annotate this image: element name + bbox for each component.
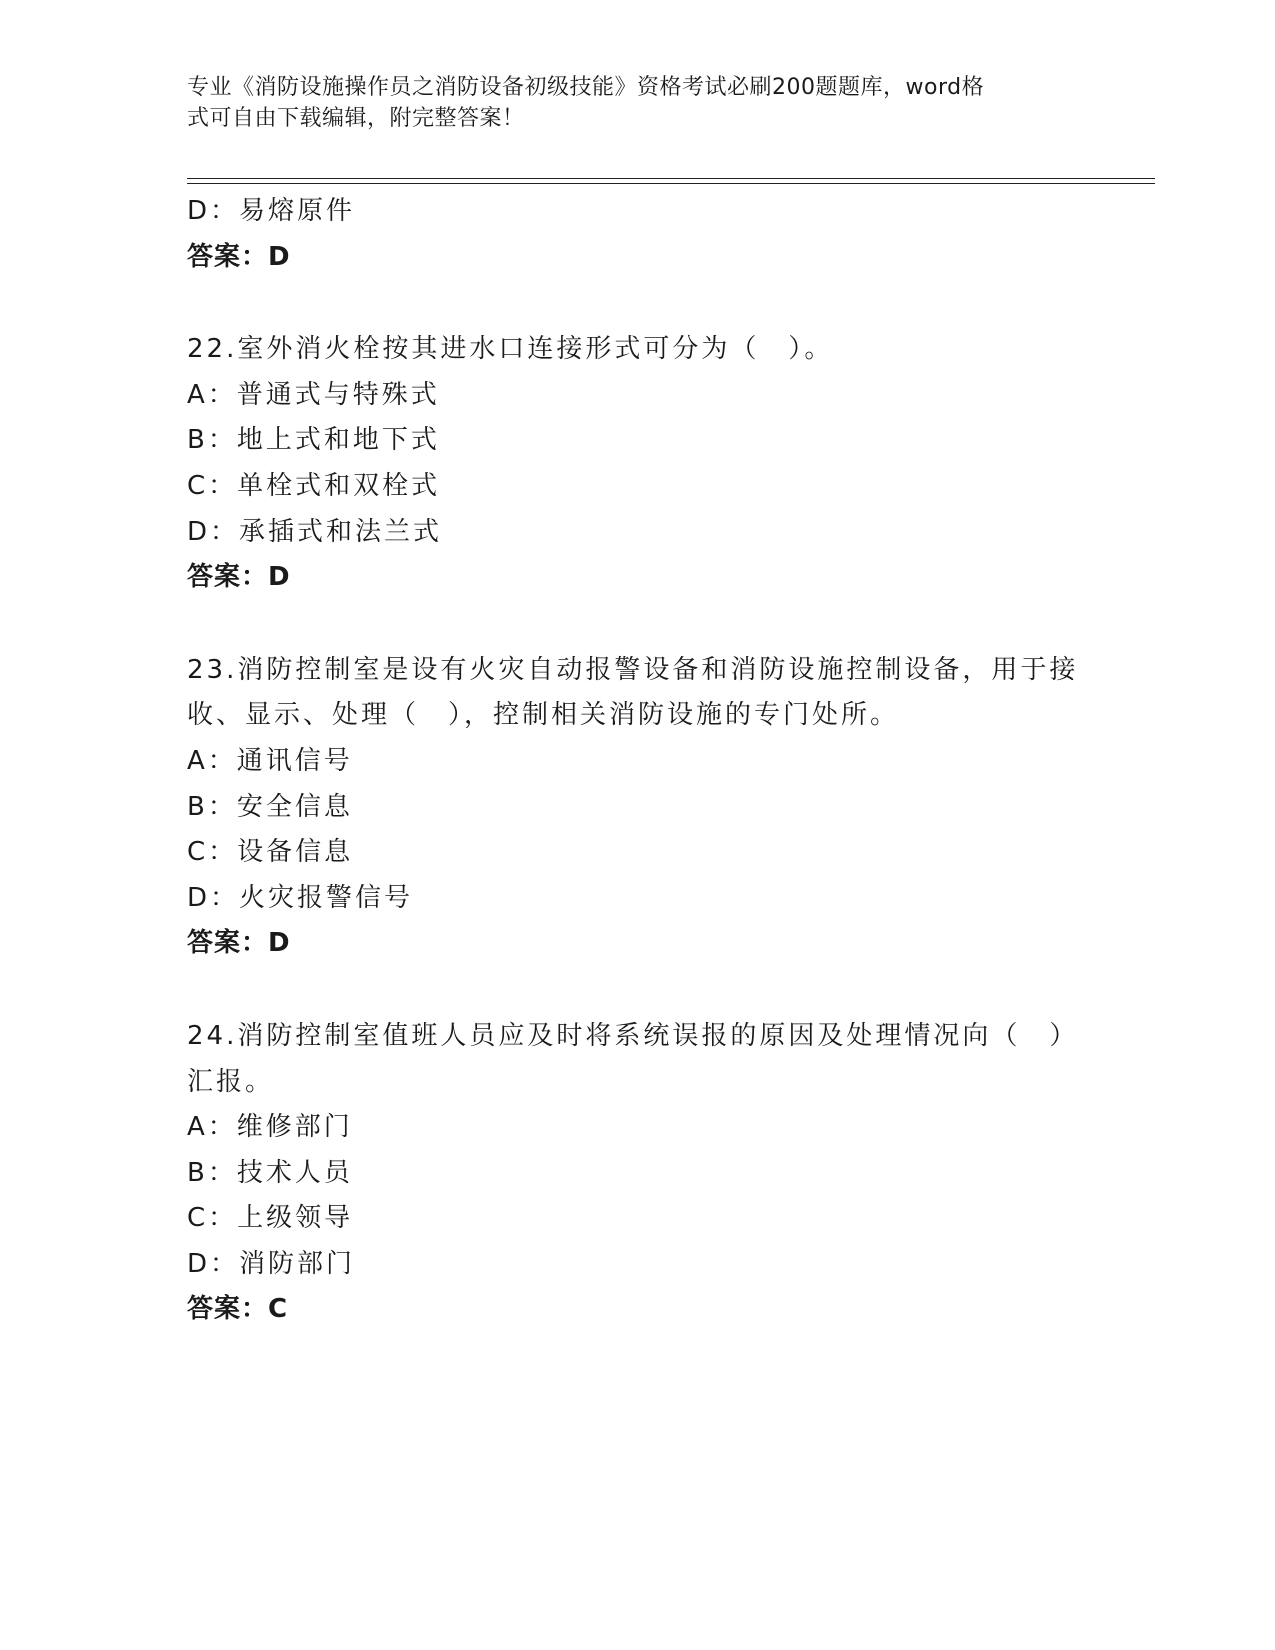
question-22 <box>187 327 1087 601</box>
fragment-option-d: D：易熔原件 <box>187 196 356 226</box>
question-stem: 23.消防控制室是设有火灾自动报警设备和消防设施控制设备，用于接 <box>187 654 1079 685</box>
option-b: B：技术人员 <box>187 1157 353 1188</box>
header-rule-top <box>187 178 1155 179</box>
option-c: C：单栓式和双栓式 <box>187 470 441 501</box>
fragment-answer: 答案：D <box>187 241 291 272</box>
option-c: C：上级领导 <box>187 1203 354 1234</box>
question-23 <box>187 648 1087 967</box>
question-24 <box>187 1014 1087 1333</box>
option-d: D：火灾报警信号 <box>187 882 414 913</box>
question-stem-continued: 汇报。 <box>187 1066 275 1097</box>
spacer <box>187 601 1087 648</box>
question-stem-continued: 收、显示、处理（ ），控制相关消防设施的专门处所。 <box>187 700 900 731</box>
option-a: A：维修部门 <box>187 1112 353 1143</box>
header-line-2: 式可自由下载编辑，附完整答案！ <box>187 106 525 131</box>
option-d: D：消防部门 <box>187 1248 356 1279</box>
option-a: A：通讯信号 <box>187 745 353 776</box>
document-header <box>187 72 1067 134</box>
option-b: B：安全信息 <box>187 791 353 822</box>
spacer <box>187 967 1087 1014</box>
spacer <box>187 280 1087 327</box>
answer: 答案：C <box>187 1294 289 1325</box>
header-rule-bottom <box>187 183 1155 184</box>
question-stem: 22.室外消火栓按其进水口连接形式可分为（ ）。 <box>187 334 834 365</box>
answer: 答案：D <box>187 562 291 593</box>
option-c: C：设备信息 <box>187 837 354 868</box>
header-line-1: 专业《消防设施操作员之消防设备初级技能》资格考试必刷200题题库，word格 <box>187 75 985 100</box>
document-body <box>187 189 1087 1333</box>
option-b: B：地上式和地下式 <box>187 425 440 456</box>
answer: 答案：D <box>187 928 291 959</box>
option-a: A：普通式与特殊式 <box>187 379 440 410</box>
option-d: D：承插式和法兰式 <box>187 516 443 547</box>
question-stem: 24.消防控制室值班人员应及时将系统误报的原因及处理情况向（ ） <box>187 1020 1079 1051</box>
